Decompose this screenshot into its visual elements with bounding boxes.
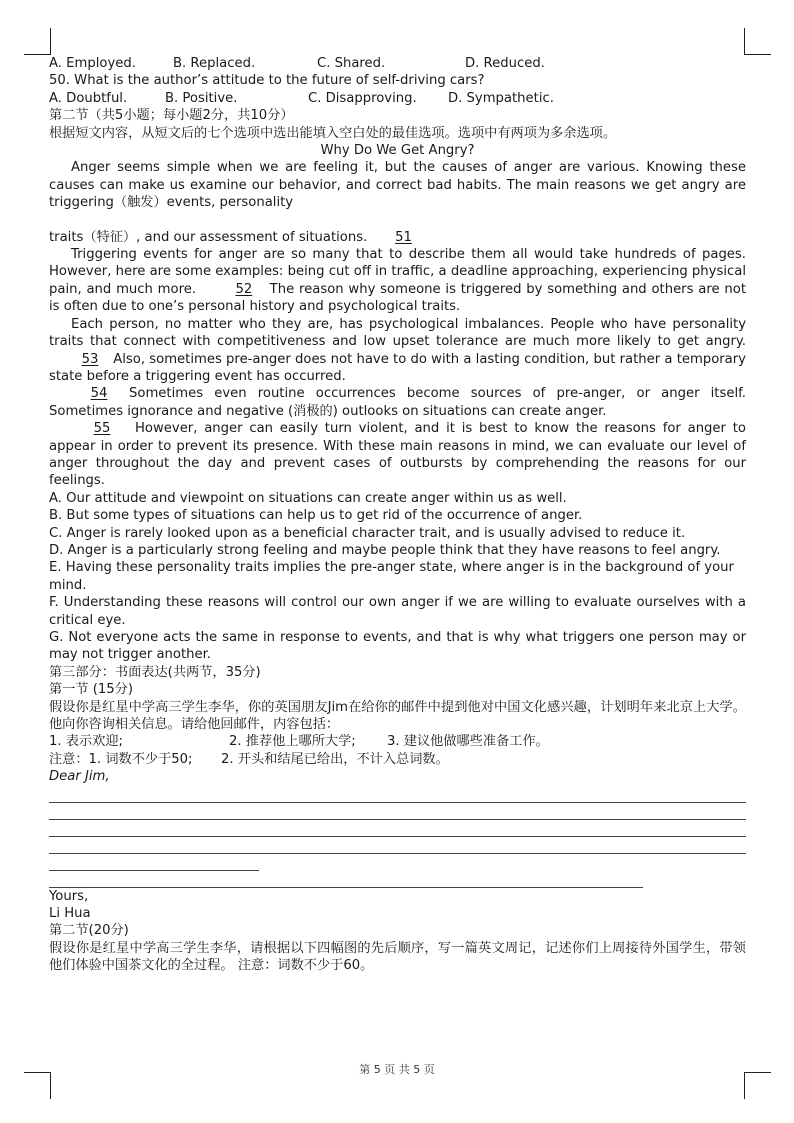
paragraph-4-text: Sometimes even routine occurrences become sources of pre-anger, or anger itself. Sometimes ignorance and negative (消极的) outlooks on situations can create anger.	[49, 386, 746, 419]
q50-option-a: A. Doubtful.	[49, 90, 128, 106]
q49-option-d: D. Reduced.	[465, 56, 545, 71]
answer-line[interactable]	[49, 837, 746, 854]
answer-line[interactable]	[49, 871, 643, 888]
option-d: D. Anger is a particularly strong feeling and maybe people think that they have reasons to feel angry.	[49, 542, 721, 558]
option-f: F. Understanding these reasons will control our own anger if we are willing to evaluate ourselves with a critical eye.	[49, 595, 746, 628]
option-b: B. But some types of situations can help us to get rid of the occurrence of anger.	[49, 508, 583, 524]
q49-options	[49, 55, 746, 72]
letter-closing: Yours,	[49, 888, 89, 904]
q49-option-a: A. Employed.	[49, 56, 136, 71]
writing-note-2: 2. 开头和结尾已给出，不计入总词数。	[221, 751, 449, 767]
blank-51: 51	[395, 229, 412, 245]
writing-point-1: 1. 表示欢迎;	[49, 734, 123, 750]
letter-salutation: Dear Jim,	[49, 769, 110, 785]
passage-title: Why Do We Get Angry?	[320, 143, 475, 159]
option-c: C. Anger is rarely looked upon as a beneficial character trait, and is usually advised to reduce it.	[49, 525, 686, 541]
passage-paragraph-5	[49, 420, 746, 490]
answer-line[interactable]	[49, 786, 746, 803]
crop-mark-top-right	[744, 28, 771, 55]
q50-option-d: D. Sympathetic.	[448, 90, 554, 106]
paragraph-2-pre: Triggering events for anger are so many that to describe them all would take hundreds of pages. However, here are some examples: being cut off in traffic, a deadline approaching, experiencing physical pain, and much more.	[49, 247, 746, 297]
option-g: G. Not everyone acts the same in response to events, and that is why what triggers one person may or may not trigger another.	[49, 630, 746, 663]
passage-paragraph-4	[49, 385, 746, 420]
passage-paragraph-3	[49, 316, 746, 386]
page-content	[49, 55, 746, 975]
paragraph-3-pre: Each person, no matter who they are, has psychological imbalances. People who have personality traits that connect with competitiveness and low upset tolerance are much more likely to get angry.	[49, 316, 746, 350]
option-a: A. Our attitude and viewpoint on situations can create anger within us as well.	[49, 490, 567, 506]
page-footer: 第 5 页 共 5 页	[359, 1063, 435, 1076]
q49-option-c: C. Shared.	[317, 56, 386, 71]
writing-task-2: 假设你是红星中学高三学生李华，请根据以下四幅图的先后顺序，写一篇英文周记，记述你们上周接待外国学生，带领他们体验中国茶文化的全过程。 注意：词数不少于60。	[49, 940, 746, 974]
blank-52: 52	[235, 281, 253, 297]
answer-line[interactable]	[49, 820, 746, 837]
q50-question: 50. What is the author’s attitude to the future of self-driving cars?	[49, 73, 485, 89]
letter-signature: Li Hua	[49, 906, 91, 922]
paragraph-1b-text: traits（特征）, and our assessment of situations.	[49, 229, 368, 245]
option-e: E. Having these personality traits implies the pre-anger state, where anger is in the background of your mind.	[49, 560, 734, 593]
paragraph-3-post: Also, sometimes pre-anger does not have to do with a lasting condition, but rather a temporary state before a triggering event has occurred.	[49, 351, 746, 384]
q50-options	[49, 90, 746, 107]
writing-section1-header: 第一节 (15分)	[49, 682, 134, 698]
blank-55: 55	[93, 421, 111, 437]
writing-task-1: 假设你是红星中学高三学生李华，你的英国朋友Jim在给你的邮件中提到他对中国文化感兴趣，计划明年来北京上大学。他向你咨询相关信息。请给他回邮件，内容包括：	[49, 699, 746, 733]
section2-instruction: 根据短文内容，从短文后的七个选项中选出能填入空白处的最佳选项。选项中有两项为多余选项。	[49, 125, 617, 141]
blank-53: 53	[81, 351, 99, 367]
passage-paragraph-2	[49, 246, 746, 316]
paragraph-2-post: The reason why someone is triggered by something and others are not is often due to one’s personal history and psychological traits.	[49, 281, 746, 315]
passage-paragraph-1: Anger seems simple when we are feeling it, but the causes of anger are various. Knowing these causes can make us examine our behavior, and correct bad habits. The main reasons we get angry are triggering（触发）events, personality	[49, 160, 746, 211]
writing-section2-header: 第二节(20分)	[49, 923, 129, 939]
answer-line[interactable]	[49, 803, 746, 820]
q49-option-b: B. Replaced.	[173, 56, 256, 71]
blank-54: 54	[90, 386, 108, 402]
part3-header: 第三部分：书面表达(共两节，35分)	[49, 664, 261, 680]
crop-mark-top-left	[24, 28, 51, 55]
section2-header: 第二节（共5小题；每小题2分，共10分）	[49, 108, 294, 124]
passage-paragraph-1b	[49, 229, 746, 246]
answer-line[interactable]	[49, 854, 259, 871]
writing-notes	[49, 751, 746, 768]
writing-points	[49, 733, 746, 750]
writing-point-3: 3. 建议他做哪些准备工作。	[387, 734, 549, 750]
q50-option-b: B. Positive.	[165, 90, 238, 106]
q50-option-c: C. Disapproving.	[308, 90, 417, 106]
writing-note-1: 注意：1. 词数不少于50;	[49, 751, 193, 767]
writing-point-2: 2. 推荐他上哪所大学;	[229, 734, 356, 750]
paragraph-5-text: However, anger can easily turn violent, and it is best to know the reasons for anger to appear in order to prevent its presence. With these main reasons in mind, we can evaluate our level of anger throughout the day and prevent cases of outbursts by comprehending the reasons for our feelings.	[49, 421, 746, 489]
